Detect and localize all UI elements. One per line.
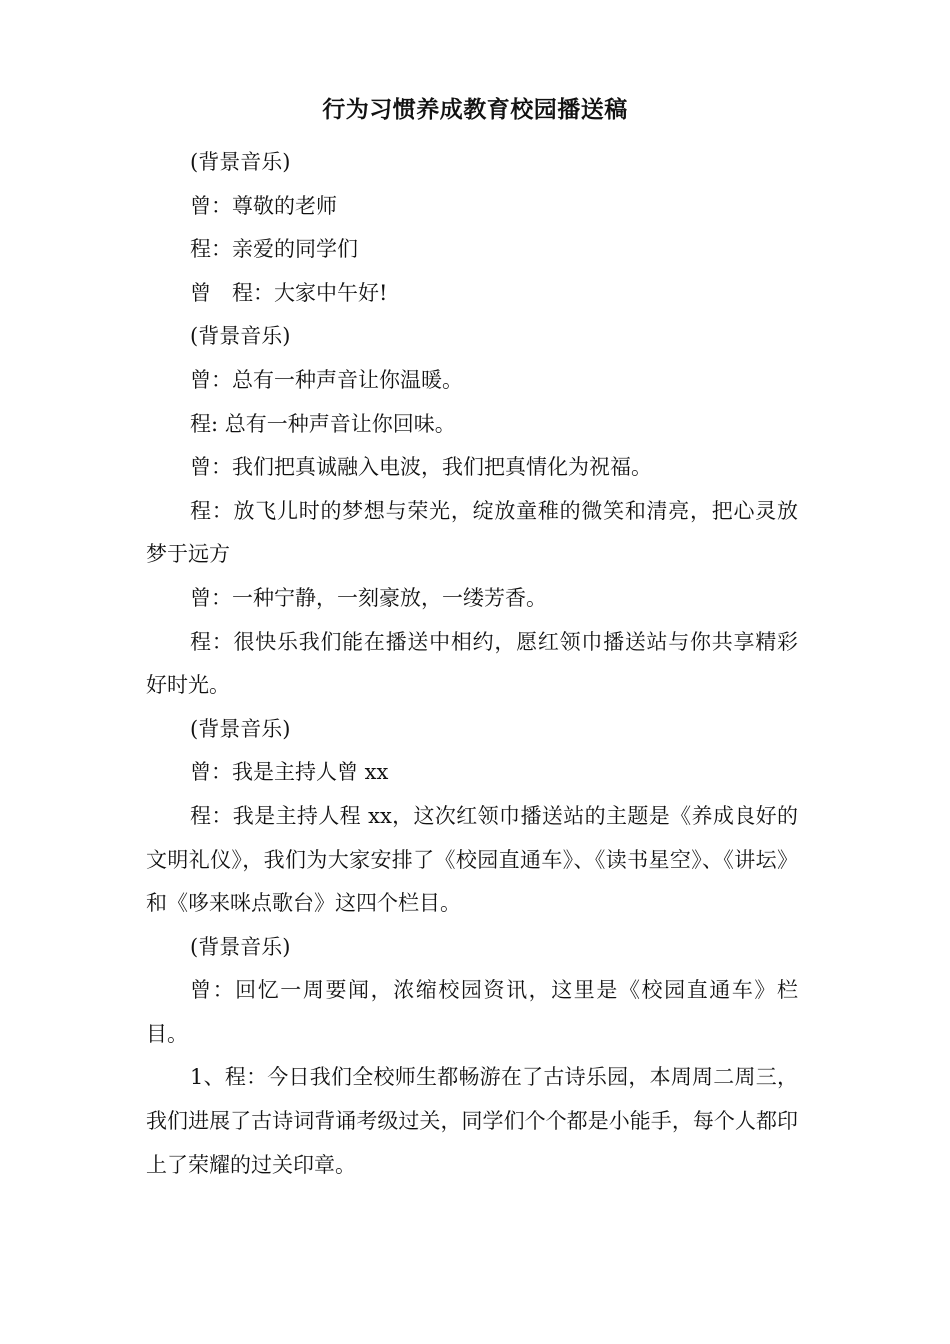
paragraph-dialogue: 程: 总有一种声音让你回味。: [190, 411, 456, 436]
paragraph-background-music: (背景音乐): [190, 324, 291, 349]
paragraph-dialogue: 曾：我们把真诚融入电波，我们把真情化为祝福。: [190, 455, 652, 480]
document-body: [146, 141, 798, 1187]
paragraph-greeting-all: 曾 程：大家中午好!: [190, 280, 388, 305]
paragraph-greeting-teachers: 曾：尊敬的老师: [190, 193, 337, 218]
document-title: 行为习惯养成教育校园播送稿: [322, 96, 628, 123]
paragraph-dialogue: 程：放飞儿时的梦想与荣光，绽放童稚的微笑和清亮，把心灵放梦于远方: [146, 498, 798, 567]
paragraph-column-intro: 曾：回忆一周要闻，浓缩校园资讯，这里是《校园直通车》栏目。: [146, 978, 798, 1046]
paragraph-dialogue: 曾：总有一种声音让你温暖。: [190, 367, 463, 392]
paragraph-dialogue: 曾：一种宁静，一刻豪放，一缕芳香。: [190, 585, 547, 610]
paragraph-host-intro: 程：我是主持人程 xx，这次红领巾播送站的主题是《养成良好的文明礼仪》，我们为大家安排了《校园直通车》、《读书星空》、《讲坛》和《哆来咪点歌台》这四个栏目。: [146, 803, 798, 916]
paragraph-news-item: 1、程：今日我们全校师生都畅游在了古诗乐园，本周周二周三，我们进展了古诗词背诵考级过关，同学们个个都是小能手，每个人都印上了荣耀的过关印章。: [146, 1065, 798, 1177]
paragraph-host-intro: 曾：我是主持人曾 xx: [190, 760, 389, 785]
paragraph-dialogue: 程：很快乐我们能在播送中相约，愿红领巾播送站与你共享精彩好时光。: [146, 629, 798, 698]
paragraph-greeting-students: 程：亲爱的同学们: [190, 237, 358, 262]
paragraph-background-music: (背景音乐): [190, 934, 291, 959]
paragraph-background-music: (背景音乐): [190, 716, 291, 741]
paragraph-background-music: (背景音乐): [190, 150, 291, 174]
